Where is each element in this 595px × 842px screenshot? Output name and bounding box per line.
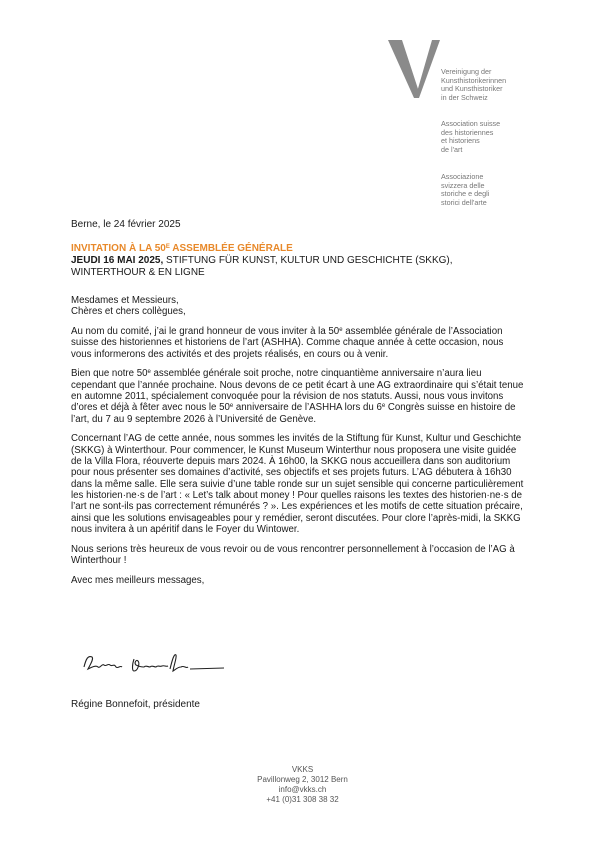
text-run: Bien que notre 50 bbox=[71, 368, 148, 380]
text-run: Au nom du comité, j’ai le grand honneur de vous inviter à la 50 bbox=[71, 326, 340, 338]
footer-email: info@vkks.ch bbox=[278, 785, 327, 794]
salutation-line: Chères et chers collègues, bbox=[71, 306, 186, 318]
assoc-line: svizzera delle bbox=[441, 180, 485, 190]
salutation bbox=[71, 295, 525, 318]
vkks-logo-icon bbox=[388, 40, 440, 102]
handwritten-signature bbox=[78, 645, 228, 681]
footer-address: Pavillonweg 2, 3012 Bern bbox=[257, 775, 348, 784]
association-name-de bbox=[441, 68, 506, 102]
salutation-line: Mesdames et Messieurs, bbox=[71, 295, 179, 306]
assoc-line: Vereinigung der bbox=[441, 67, 492, 76]
assoc-line: storiche e degli bbox=[441, 189, 490, 199]
event-location: STIFTUNG FÜR KUNST, KULTUR UND GESCHICHTE (SKKG), WINTERTHOUR & EN LIGNE bbox=[71, 255, 453, 278]
assoc-line: Associazione bbox=[441, 172, 484, 181]
closing-line: Avec mes meilleurs messages, bbox=[71, 574, 205, 586]
letter-date: Berne, le 24 février 2025 bbox=[71, 219, 181, 230]
text-run: Congrès suisse en histoire de l’art, du 7 au 9 septembre 2026 à l’Université de Genève. bbox=[71, 402, 516, 425]
assoc-line: Kunsthistorikerinnen bbox=[441, 75, 507, 85]
assoc-line: et historiens bbox=[441, 136, 480, 146]
event-date: JEUDI 16 MAI 2025, bbox=[71, 255, 164, 266]
letter-footer bbox=[0, 765, 595, 805]
assoc-line: in der Schweiz bbox=[441, 92, 488, 102]
title-part: ASSEMBLÉE GÉNÉRALE bbox=[169, 243, 293, 254]
letter-body bbox=[71, 295, 525, 595]
text-run: assemblée générale de l’Association suisse des historiennes et historiens de l’art (ASHHA). Comme chaque année à cette occasion, nous vous informerons des activités et des projets réalisés, en cours ou à venir. bbox=[71, 326, 504, 360]
assoc-line: Association suisse bbox=[441, 119, 501, 128]
footer-org: VKKS bbox=[291, 765, 314, 774]
footer-phone: +41 (0)31 308 38 32 bbox=[266, 795, 339, 804]
letter-heading bbox=[71, 243, 521, 279]
paragraph-2 bbox=[71, 368, 525, 424]
title-part: INVITATION À LA 50 bbox=[71, 243, 166, 254]
paragraph-1 bbox=[71, 326, 525, 360]
title-sup: E bbox=[165, 244, 170, 250]
text-run: anniversaire de l’ASHHA lors du 6 bbox=[233, 402, 382, 414]
event-details bbox=[71, 255, 521, 279]
text-sup: e bbox=[339, 327, 343, 334]
association-name-it bbox=[441, 173, 489, 207]
assoc-line: de l'art bbox=[441, 144, 463, 154]
invitation-title bbox=[71, 243, 521, 255]
assoc-line: storici dell'arte bbox=[441, 197, 487, 207]
signer-name: Régine Bonnefoit, présidente bbox=[71, 699, 200, 710]
text-sup: e bbox=[381, 403, 386, 410]
assoc-line: des historiennes bbox=[441, 127, 494, 137]
association-name-fr bbox=[441, 120, 500, 154]
text-run: assemblée générale soit proche, notre cinquantième anniversaire n’aura lieu cependant que l’année prochaine. Nous devons de ce petit écart à une AG extraordinaire qui s’était tenue en automne 2011, spécialement convoquée pour la révision de nos statuts. Aussi, nous vous invitons d’ores et déjà à fêter avec nous le 50 bbox=[71, 368, 524, 414]
paragraph-3: Concernant l’AG de cette année, nous sommes les invités de la Stiftung für Kunst, Kultur und Geschichte (SKKG) à Winterthour. Pour commencer, le Kunst Museum Winterthur nous proposera une visite guidée de la Villa Flora, réouverte depuis mars 2024. À 16h00, la SKKG nous accueillera dans son auditorium pour nous présenter ses domaines d’activité, ses objectifs et ses projets futurs. L’AG débutera à 16h30 dans la même salle. Elle sera suivie d’une table ronde sur un sujet sensible qui concerne particulièrement les historien·ne·s de l’art : « Let’s talk about money ! Pour quelles raisons les textes des historien·ne·s de l’art ne sont-ils pas correctement rémunérés ? ». Les expériences et les motifs de cette situation précaire, ainsi que les solutions envisageables pour y remédier, seront discutées. Pour clore l’après-midi, la SKKG nous invitera à un apéritif dans le Foyer du Wintower. bbox=[71, 433, 524, 535]
text-sup: e bbox=[229, 403, 234, 410]
assoc-line: und Kunsthistoriker bbox=[441, 84, 503, 94]
paragraph-4: Nous serions très heureux de vous revoir ou de vous rencontrer personnellement à l’occasion de l’AG à Winterthour ! bbox=[71, 543, 515, 566]
text-sup: e bbox=[147, 369, 151, 376]
